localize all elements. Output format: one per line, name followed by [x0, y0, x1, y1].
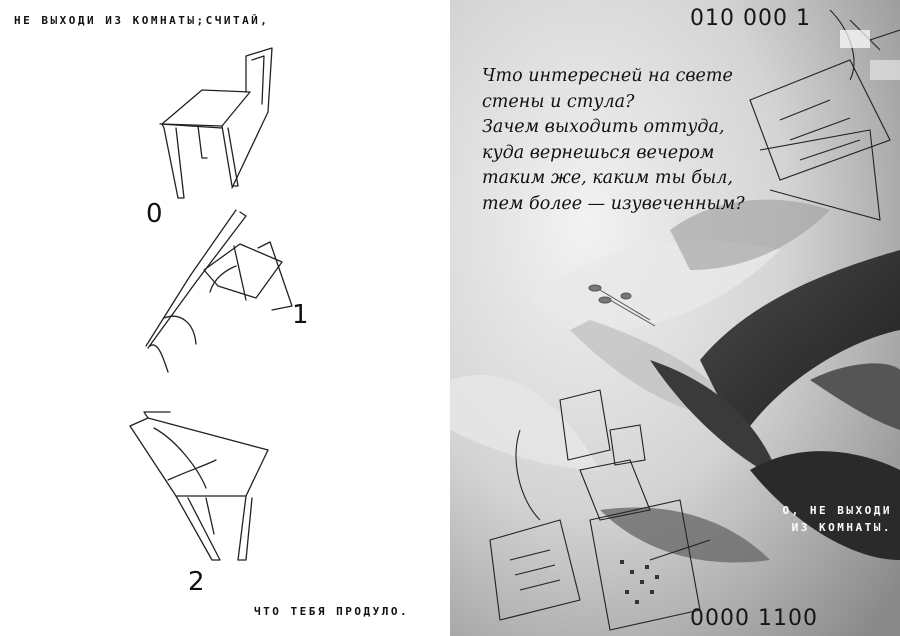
poem-line: таким же, каким ты был,: [482, 168, 733, 188]
closing-line: О, НЕ ВЫХОДИ: [782, 504, 892, 517]
chair-sketch-2: [130, 412, 268, 560]
figure-label-0: 0: [146, 199, 163, 229]
closing-line: ИЗ КОМНАТЫ.: [791, 521, 892, 534]
bottom-caption: ЧТО ТЕБЯ ПРОДУЛО.: [254, 605, 410, 618]
chair-sketch-1: [146, 210, 292, 372]
poem-line: стены и стула?: [482, 91, 635, 112]
closing-caption: [783, 502, 892, 536]
binary-code-top: 010 000 1: [690, 6, 811, 31]
poem-line: тем более — изувеченным?: [482, 193, 745, 214]
top-caption: НЕ ВЫХОДИ ИЗ КОМНАТЫ;СЧИТАЙ,: [14, 14, 270, 27]
figure-label-2: 2: [188, 567, 205, 597]
figure-label-1: 1: [292, 300, 309, 330]
poem-line: Что интересней на свете: [482, 66, 733, 86]
binary-code-bottom: 0000 1100: [690, 606, 818, 631]
chair-sketch-0: [160, 48, 272, 198]
poem-text: [482, 64, 812, 217]
poem-line: куда вернешься вечером: [482, 142, 715, 163]
poem-line: Зачем выходить оттуда,: [482, 117, 725, 137]
